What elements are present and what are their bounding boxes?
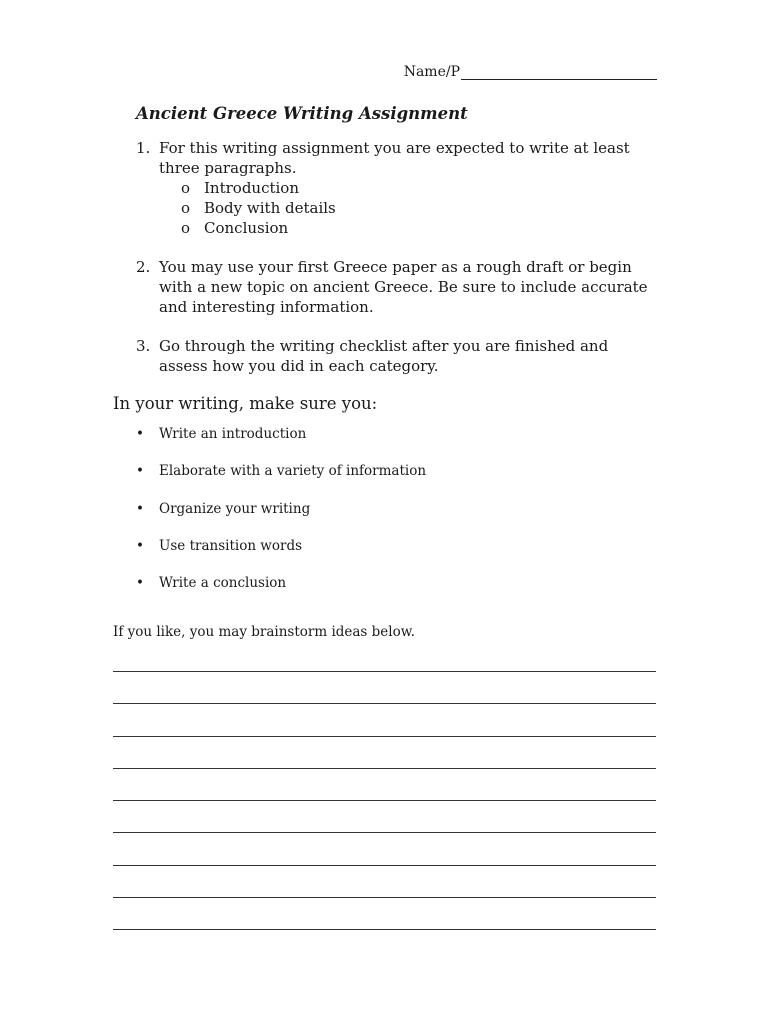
checklist-item xyxy=(136,575,426,612)
paragraph-parts-list xyxy=(159,178,656,238)
brainstorm-writing-lines[interactable] xyxy=(113,671,656,962)
sub-list-item xyxy=(181,198,656,218)
sub-item-text: Introduction xyxy=(204,179,299,197)
bullet-dot: • xyxy=(136,500,144,517)
sub-item-text: Body with details xyxy=(204,199,336,217)
instruction-item xyxy=(136,138,656,238)
instruction-item xyxy=(136,336,656,376)
checklist-item xyxy=(136,538,426,575)
writing-line[interactable] xyxy=(113,832,656,833)
checklist-item-text: Write a conclusion xyxy=(159,575,287,592)
bullet-dot: • xyxy=(136,575,144,592)
sub-bullet-marker: o xyxy=(181,219,191,237)
checklist-item xyxy=(136,463,426,500)
checklist-heading: In your writing, make sure you: xyxy=(113,394,378,413)
checklist-item-text: Use transition words xyxy=(159,537,303,554)
instruction-number: 2. xyxy=(136,258,151,276)
instruction-number: 3. xyxy=(136,337,151,355)
page-title: Ancient Greece Writing Assignment xyxy=(136,104,468,123)
instruction-text: You may use your first Greece paper as a rough draft or begin with a new topic on ancient Greece. Be sure to include accurate and interesting information. xyxy=(159,258,648,316)
bullet-dot: • xyxy=(136,537,144,554)
instruction-text: Go through the writing checklist after you are finished and assess how you did in each category. xyxy=(159,337,609,375)
checklist-item-text: Write an introduction xyxy=(159,426,307,442)
sub-list-item xyxy=(181,218,656,238)
brainstorm-prompt: If you like, you may brainstorm ideas below. xyxy=(113,624,415,640)
checklist-item xyxy=(136,426,426,463)
writing-line[interactable] xyxy=(113,800,656,801)
bullet-dot: • xyxy=(136,463,144,480)
writing-line[interactable] xyxy=(113,897,656,898)
name-blank-line[interactable] xyxy=(461,64,657,80)
name-period-field[interactable] xyxy=(404,64,657,80)
writing-line[interactable] xyxy=(113,703,656,704)
sub-bullet-marker: o xyxy=(181,199,191,217)
name-period-label: Name/P xyxy=(403,64,460,80)
sub-bullet-marker: o xyxy=(181,179,191,197)
writing-line[interactable] xyxy=(113,929,656,930)
sub-item-text: Conclusion xyxy=(204,219,289,237)
instruction-number: 1. xyxy=(136,139,151,157)
instruction-text: For this writing assignment you are expected to write at least three paragraphs. xyxy=(159,139,630,177)
writing-line[interactable] xyxy=(113,736,656,737)
checklist-list xyxy=(136,426,426,612)
checklist-item-text: Organize your writing xyxy=(159,500,311,517)
sub-list-item xyxy=(181,178,656,198)
instruction-list xyxy=(136,138,656,395)
checklist-item xyxy=(136,501,426,538)
bullet-dot: • xyxy=(136,426,144,442)
writing-line[interactable] xyxy=(113,671,656,672)
instruction-item xyxy=(136,257,656,317)
checklist-item-text: Elaborate with a variety of information xyxy=(159,463,427,480)
writing-line[interactable] xyxy=(113,865,656,866)
writing-line[interactable] xyxy=(113,768,656,769)
